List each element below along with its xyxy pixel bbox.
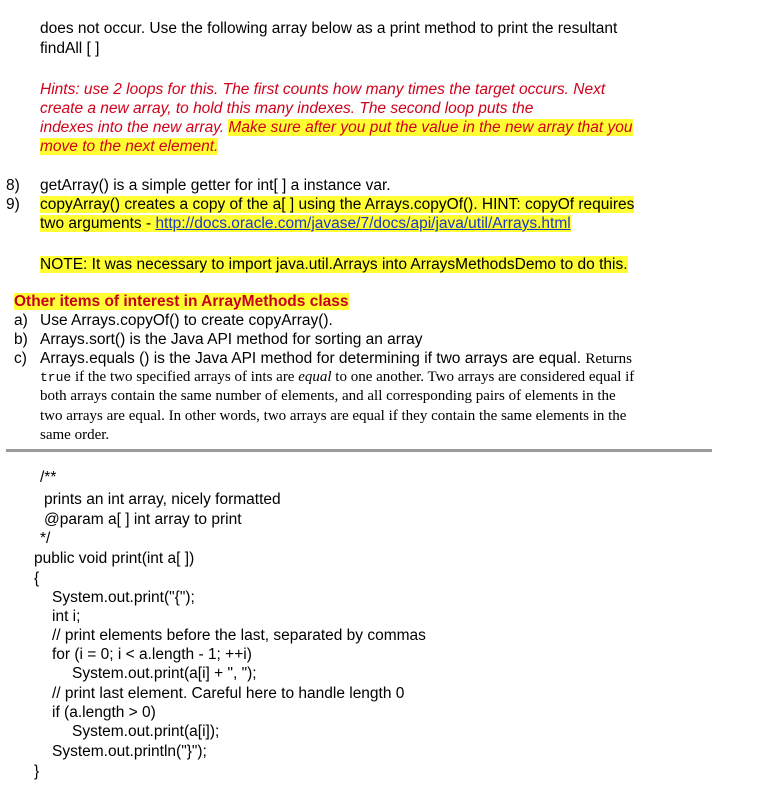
code-line-2: prints an int array, nicely formatted: [44, 491, 281, 508]
code-line-11: System.out.print(a[i] + ", ");: [72, 665, 257, 682]
true-keyword: true: [40, 370, 72, 385]
code-line-6: {: [34, 570, 40, 587]
other-heading: [14, 292, 349, 311]
code-line-5: public void print(int a[ ]): [34, 550, 195, 567]
code-line-12: // print last element. Careful here to handle length 0: [52, 685, 405, 702]
other-c-line-5: same order.: [40, 427, 110, 443]
other-heading-text: Other items of interest in ArrayMethods class: [14, 293, 349, 310]
section-divider: [6, 449, 712, 452]
other-c-line-3: both arrays contain the same number of elements, and all corresponding pairs of elements in the: [40, 388, 616, 404]
other-b-text: Arrays.sort() is the Java API method for sorting an array: [40, 331, 423, 348]
item-9-number: 9): [6, 196, 20, 213]
other-c-number: c): [14, 350, 27, 367]
arrays-docs-link[interactable]: http://docs.oracle.com/javase/7/docs/api/java/util/Arrays.html: [155, 215, 571, 232]
code-line-13: if (a.length > 0): [52, 704, 156, 721]
hint-line-4: [40, 137, 218, 156]
item-8-number: 8): [6, 177, 20, 194]
item-9-line-1: [40, 195, 634, 214]
other-c-line-2: [40, 368, 634, 387]
item-9-line-2: [40, 214, 571, 233]
hint-line-2: create a new array, to hold this many indexes. The second loop puts the: [40, 100, 534, 117]
equal-emphasis: equal: [298, 369, 332, 385]
code-line-9: // print elements before the last, separated by commas: [52, 627, 426, 644]
code-line-15: System.out.println("}");: [52, 743, 207, 760]
code-line-14: System.out.print(a[i]);: [72, 723, 220, 740]
other-c-line-2-rest: if the two specified arrays of ints are: [71, 369, 299, 385]
hint-line-3a: indexes into the new array.: [40, 119, 225, 136]
code-line-3: @param a[ ] int array to print: [44, 511, 242, 528]
code-line-8: int i;: [52, 608, 81, 625]
item-8-text: getArray() is a simple getter for int[ ] a instance var.: [40, 177, 391, 194]
item-9-line-1-text: copyArray() creates a copy of the a[ ] using the Arrays.copyOf(). HINT: copyOf requires: [40, 196, 635, 213]
other-b-number: b): [14, 331, 28, 348]
intro-line-2: findAll [ ]: [40, 40, 100, 57]
hint-line-1: Hints: use 2 loops for this. The first counts how many times the target occurs. Next: [40, 81, 606, 98]
other-c-line-4: two arrays are equal. In other words, two arrays are equal if they contain the same elements in the: [40, 408, 627, 424]
other-a-number: a): [14, 312, 28, 329]
code-line-4: */: [40, 530, 51, 547]
hint-line-3: [40, 118, 633, 137]
other-c-returns: Returns: [585, 351, 633, 367]
hint-highlight-1: Make sure after you put the value in the new array that you: [228, 119, 633, 136]
intro-line-1: does not occur. Use the following array below as a print method to print the resultant: [40, 20, 618, 37]
note-line: [40, 255, 628, 274]
note-text: NOTE: It was necessary to import java.util.Arrays into ArraysMethodsDemo to do this.: [40, 256, 628, 273]
other-c-line-2-end: to one another. Two arrays are considered equal if: [331, 369, 635, 385]
hint-highlight-2: move to the next element.: [40, 138, 219, 155]
other-c-text: Arrays.equals () is the Java API method for determining if two arrays are equal.: [40, 350, 582, 367]
other-a-text: Use Arrays.copyOf() to create copyArray().: [40, 312, 333, 329]
other-c-line-1: [40, 349, 632, 369]
code-line-16: }: [34, 763, 40, 780]
code-line-10: for (i = 0; i < a.length - 1; ++i): [52, 646, 252, 663]
code-line-7: System.out.print("{");: [52, 589, 195, 606]
code-line-1: /**: [40, 469, 57, 486]
item-9-line-2-prefix: two arguments -: [40, 215, 156, 232]
